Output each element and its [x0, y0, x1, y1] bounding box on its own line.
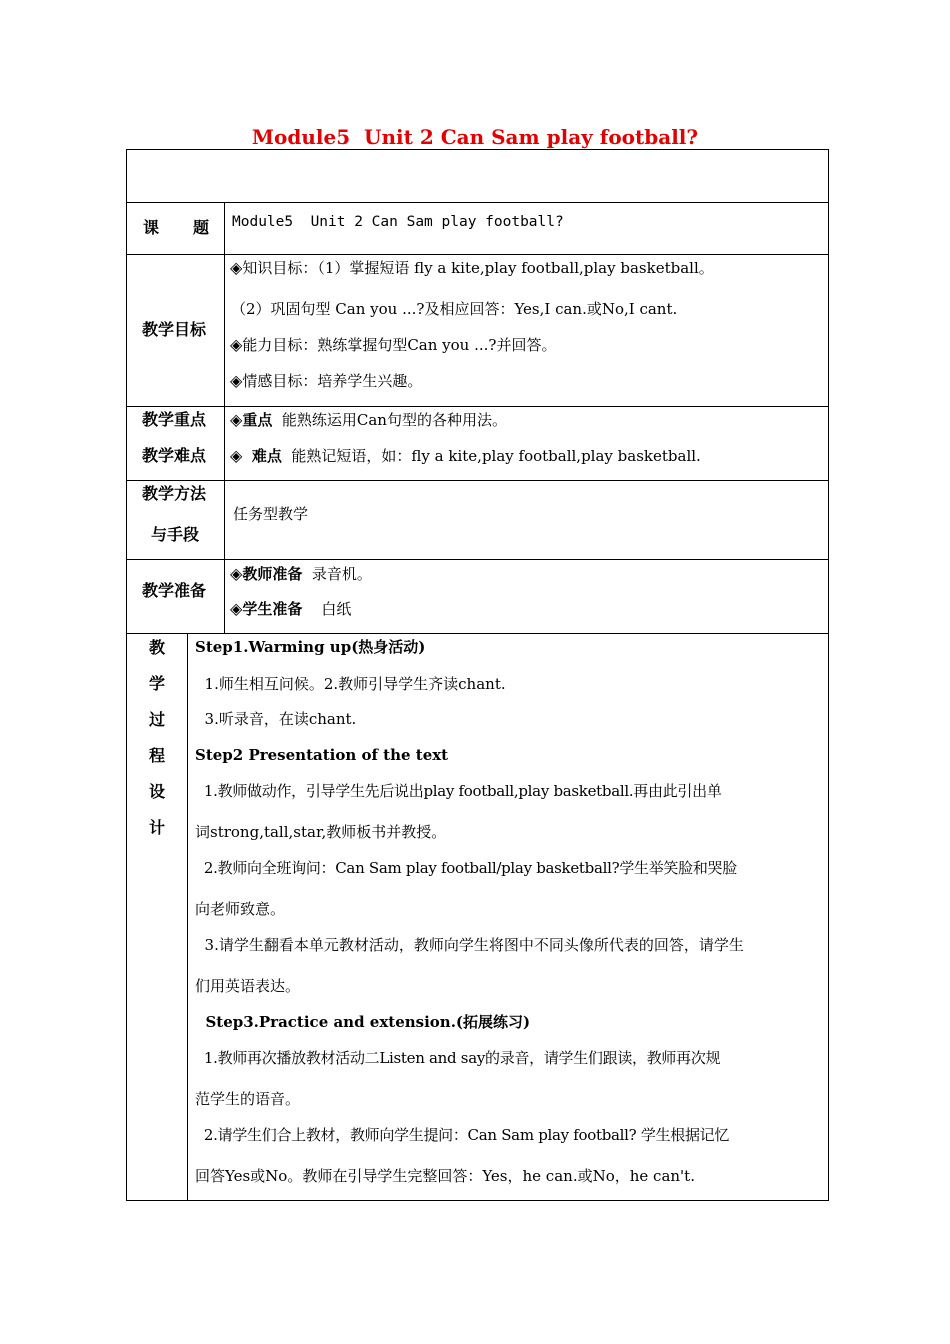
- process-label-char: 程: [149, 746, 166, 765]
- goal-emotion-text: 情感目标：培养学生兴趣。: [242, 372, 423, 390]
- goal-sentence: （2）巩固句型 Can you ...?及相应回答：Yes,I can.或No,I cant.: [231, 300, 678, 318]
- diamond-icon: ◈: [230, 258, 243, 277]
- teacher-prep-tag: 教师准备: [242, 565, 303, 583]
- process-line: 范学生的语音。: [195, 1090, 301, 1108]
- row-divider: [126, 559, 829, 560]
- process-line: 1.教师再次播放教材活动二Listen and say的录音，请学生们跟读，教师再次规: [195, 1049, 721, 1067]
- page-title: Module5 Unit 2 Can Sam play football?: [251, 125, 699, 149]
- diamond-icon: ◈: [230, 564, 243, 583]
- topic-value: Module5 Unit 2 Can Sam play football?: [232, 214, 564, 230]
- student-prep-text: 白纸: [321, 600, 352, 618]
- goal-knowledge-text: 知识目标：（1）掌握短语 fly a kite,play football,play basketball。: [242, 259, 714, 277]
- difficulty-line: [230, 446, 701, 466]
- student-prep: [230, 599, 351, 619]
- topic-label-char: 课: [143, 218, 160, 237]
- table-border-bottom: [126, 1200, 829, 1201]
- method-value: 任务型教学: [233, 505, 309, 523]
- row-divider: [126, 202, 829, 203]
- process-label-char: 教: [149, 638, 166, 657]
- difficulty-tag: 难点: [251, 447, 282, 465]
- diamond-icon: ◈: [230, 599, 243, 618]
- diamond-icon: ◈: [230, 335, 243, 354]
- diamond-icon: ◈: [230, 410, 243, 429]
- method-label-2: 与手段: [151, 525, 200, 544]
- table-border-right: [828, 149, 829, 1201]
- process-line: Step2 Presentation of the text: [195, 746, 449, 764]
- prep-label: 教学准备: [142, 581, 207, 600]
- difficulty-text: 能熟记短语，如：fly a kite,play football,play basketball.: [291, 447, 701, 465]
- teacher-prep: [230, 564, 372, 584]
- keypoint-line: [230, 410, 507, 430]
- table-border-top: [126, 149, 829, 150]
- goal-knowledge: [230, 258, 714, 278]
- goal-emotion: [230, 371, 422, 391]
- process-label-char: 学: [149, 674, 166, 693]
- process-line: 3.听录音，在读chant.: [195, 710, 357, 728]
- process-line: 向老师致意。: [195, 900, 286, 918]
- student-prep-tag: 学生准备: [242, 600, 303, 618]
- topic-label-char: 题: [193, 218, 210, 237]
- topic-label: [143, 218, 209, 238]
- row-divider: [126, 480, 829, 481]
- row-divider: [126, 406, 829, 407]
- keypoint-label: 教学重点: [142, 410, 207, 429]
- process-line: 2.请学生们合上教材，教师向学生提问：Can Sam play football? 学生根据记忆: [195, 1126, 730, 1144]
- method-label: 教学方法: [142, 484, 207, 503]
- table-border-left: [126, 149, 127, 1201]
- difficulty-label: 教学难点: [142, 446, 207, 465]
- goals-label: 教学目标: [142, 320, 207, 339]
- column-divider: [187, 633, 188, 1201]
- diamond-icon: ◈: [230, 446, 243, 465]
- process-line: 2.教师向全班询问：Can Sam play football/play basketball?学生举笑脸和哭脸: [195, 859, 737, 877]
- keypoint-text: 能熟练运用Can句型的各种用法。: [281, 411, 507, 429]
- process-line: 1.师生相互问候。2.教师引导学生齐读chant.: [195, 675, 506, 693]
- process-line: 们用英语表达。: [195, 977, 301, 995]
- process-line: 词strong,tall,star,教师板书并教授。: [195, 823, 447, 841]
- teacher-prep-text: 录音机。: [311, 565, 372, 583]
- row-divider: [126, 254, 829, 255]
- process-line: 3.请学生翻看本单元教材活动，教师向学生将图中不同头像所代表的回答，请学生: [195, 936, 744, 954]
- process-label-char: 设: [149, 782, 166, 801]
- column-divider: [224, 202, 225, 634]
- goal-ability: [230, 335, 556, 355]
- diamond-icon: ◈: [230, 371, 243, 390]
- process-line: Step3.Practice and extension.(拓展练习): [195, 1013, 531, 1031]
- process-label-char: 计: [149, 818, 166, 837]
- row-divider: [126, 633, 829, 634]
- process-line: Step1.Warming up(热身活动): [195, 638, 426, 656]
- process-line: 1.教师做动作，引导学生先后说出play football,play basketball.再由此引出单: [195, 782, 722, 800]
- goal-ability-text: 能力目标：熟练掌握句型Can you ...?并回答。: [242, 336, 557, 354]
- keypoint-tag: 重点: [242, 411, 273, 429]
- process-line: 回答Yes或No。教师在引导学生完整回答：Yes，he can.或No，he can't.: [195, 1167, 695, 1185]
- process-label-char: 过: [149, 710, 166, 729]
